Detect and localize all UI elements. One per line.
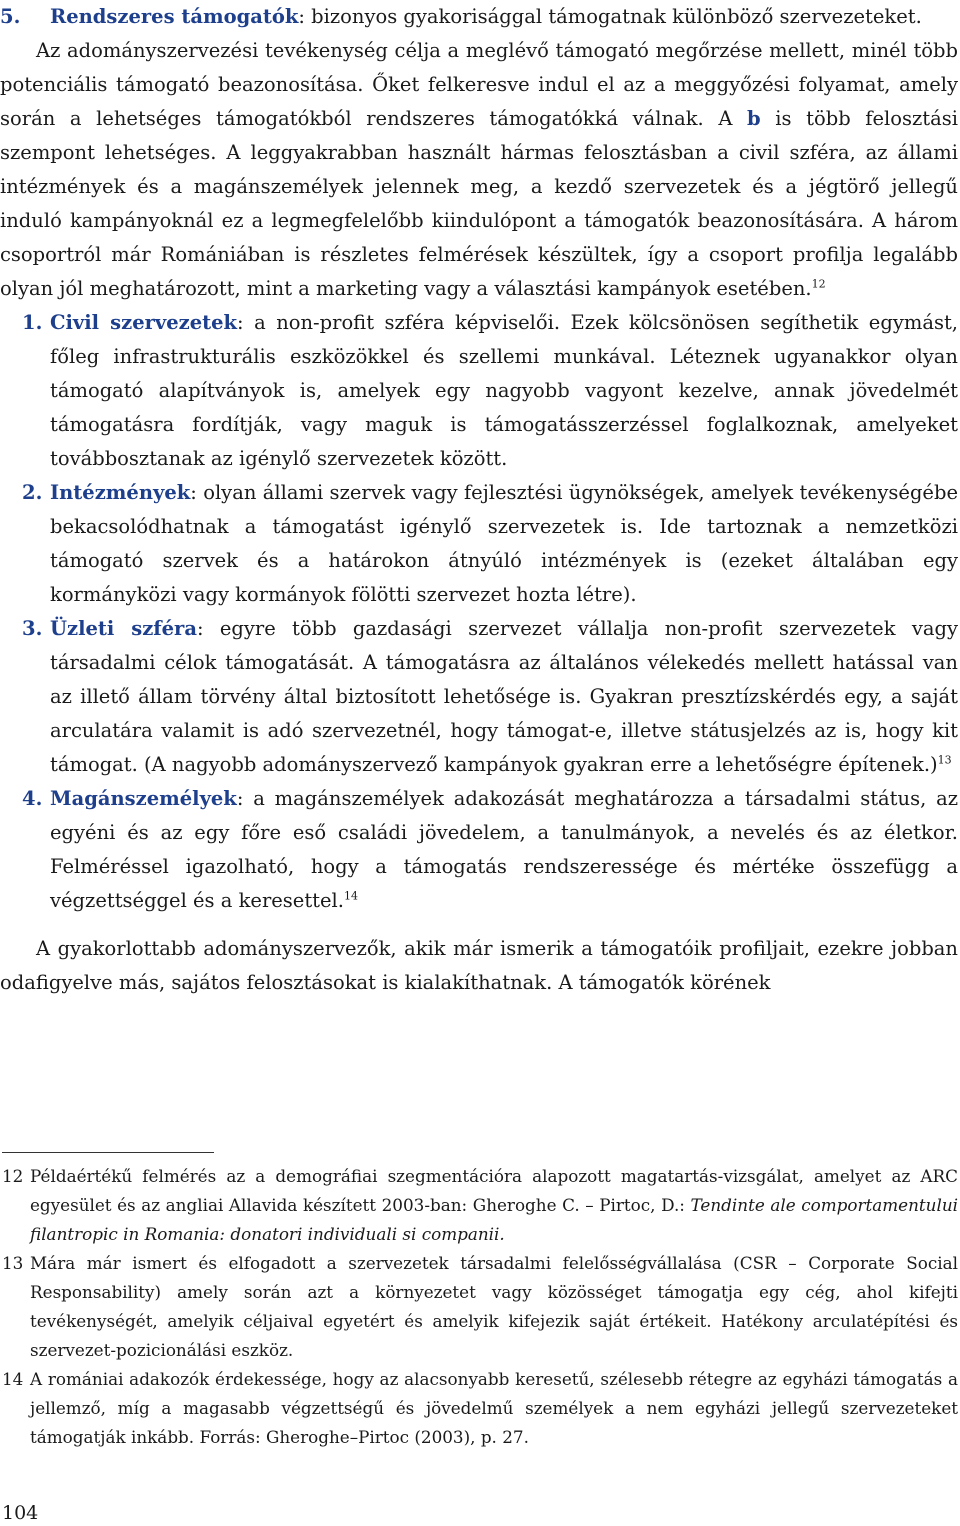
footnote-text: Példaértékű felmérés az a demográfiai szegmentációra alapozott magatartás-vizsgálat, amelyet az ARC egyesület és az angliai Allavida készített 2003-ban: Gheroghe C. – Pirtoc, D.: bbox=[30, 1166, 958, 1215]
footnote-text: A romániai adakozók érdekessége, hogy az alacsonyabb keresetű, szélesebb rétegre az egyházi támogatás a jellemző, míg a magasabb végzettségű és jövedelmű személyek a nem egyházi jellegű szervezeteket támogatják inkább. Forrás: Gheroghe–Pirtoc (2003), p. 27. bbox=[30, 1369, 958, 1447]
list-item-text: : olyan állami szervek vagy fejlesztési ügynökségek, amelyek tevékenységébe bekacsolódhatnak a támogatást igénylő szervezetek is. Ide tartoznak a nemzetközi támogató szervek és a határokon átnyúló intézmények is (ezeket általában egy kormányközi vagy kormányok fölötti szervezet hozta létre). bbox=[50, 481, 958, 606]
footnote-italic-title: Tendinte ale comportamentului filantropic in Romania: donatori individuali si companii. bbox=[30, 1195, 958, 1244]
list-item-term: Rendszeres támogatók bbox=[50, 5, 299, 28]
list-item-term: Magánszemélyek bbox=[50, 787, 237, 810]
footnote-text: Mára már ismert és elfogadott a szervezetek társadalmi felelősségvállalása (CSR – Corporate Social Responsability) amely során azt a környezetet vagy közösséget támogatja egy cég, ahol kifejti tevékenységét, amelyik céljaival egyetért és amelyik kifejezik saját értékeit. Hatékony arculatépítési és szervezet-pozicionálási eszköz. bbox=[30, 1253, 958, 1360]
paragraph-1-text-c: is több felosztási szempont lehetséges. A leggyakrabban használt hármas felosztásban a civil szféra, az állami intézmények és a magánszemélyek jelennek meg, a kezdő szervezetek és a jégtörő jellegű induló kampányoknál ez a legmegfelelőbb kiindulópont a támogatók beazonosítására. A három csoportról már Romániában is részletes felmérések készültek, így a csoport profilja legalább olyan jól meghatározott, mint a marketing vagy a választási kampányok esetében. bbox=[0, 107, 959, 300]
list-item-2 bbox=[0, 476, 958, 612]
footnote-number: 14 bbox=[2, 1369, 24, 1389]
spacer bbox=[0, 918, 958, 932]
list-item-term: Intézmények bbox=[50, 481, 191, 504]
footnote-ref-14: 14 bbox=[344, 889, 358, 903]
footnote-number: 12 bbox=[2, 1166, 24, 1186]
list-item-text: : egyre több gazdasági szervezet vállalja non-profit szervezetek vagy társadalmi célok támogatását. A támogatásra az általános vélekedés mellett hatással van az illető állam törvény által biztosított lehetősége is. Gyakran presztízskérdés egy, a saját arculatára valamit is adó szervezetnél, hogy támogat-e, illetve státusjelzés az is, hogy kit támogat. (A nagyobb adományszervező kampányok gyakran erre a lehetőségre építenek.) bbox=[50, 617, 958, 776]
footnote-ref-12: 12 bbox=[811, 277, 826, 291]
footnote-number: 13 bbox=[2, 1253, 24, 1273]
footnote-14 bbox=[0, 1365, 958, 1452]
list-item-term: Civil szervezetek bbox=[50, 311, 238, 334]
page-number: 104 bbox=[2, 1502, 39, 1524]
list-item-text: : a magánszemélyek adakozását meghatározza a társadalmi státus, az egyéni és az egy főre eső családi jövedelem, a tanulmányok, a nevelés és az életkor. Felméréssel igazolható, hogy a támogatás rendszeressége és mértéke összefügg a végzettséggel és a keresettel. bbox=[50, 787, 958, 912]
list-item-text: : bizonyos gyakorisággal támogatnak különböző szervezeteket. bbox=[298, 5, 922, 28]
list-item-number: 1. bbox=[22, 311, 43, 334]
footnote-ref-13: 13 bbox=[937, 753, 952, 767]
list-item-term: Üzleti szféra bbox=[50, 617, 197, 640]
paragraph-2: A gyakorlottabb adományszervezők, akik már ismerik a támogatóik profiljait, ezekre jobban odafigyelve más, sajátos felosztásokat is kialakíthatnak. A támogatók körének bbox=[0, 937, 958, 994]
list-item-number: 2. bbox=[22, 481, 43, 504]
footnote-12 bbox=[0, 1162, 958, 1249]
list-item-4 bbox=[0, 782, 958, 918]
paragraph-1-text-a: Az adományszervezési tevékenység célja a meglévő támogató megőrzése mellett, minél több potenciális támogató beazonosítása. Őket felkeresve indul el az a meggyőzési folyamat, amely során a lehetséges támogatókból rendszeres támogatókká válnak. A bbox=[0, 39, 958, 130]
list-item-text: : a non-profit szféra képviselői. Ezek kölcsönösen segíthetik egymást, főleg infrastrukturális eszközökkel és szellemi munkával. Léteznek ugyanakkor olyan támogató alapítványok is, amelyek egy nagyobb vagyont kezelve, annak jövedelmét támogatásra fordítják, vagy maguk is támogatásszerzéssel foglalkoznak, amelyeket továbbosztanak az igénylő szervezetek között. bbox=[50, 311, 958, 470]
footnotes bbox=[0, 1162, 958, 1452]
list-item-1 bbox=[0, 306, 958, 476]
list-item-number: 5. bbox=[0, 5, 21, 28]
paragraph-1 bbox=[0, 34, 958, 306]
list-item-5 bbox=[0, 0, 958, 34]
footnote-13 bbox=[0, 1249, 958, 1365]
paragraph-1-bold-b: b bbox=[747, 107, 761, 130]
list-item-number: 3. bbox=[22, 617, 43, 640]
list-item-3 bbox=[0, 612, 958, 782]
footnote-separator bbox=[2, 1152, 214, 1153]
list-item-number: 4. bbox=[22, 787, 43, 810]
